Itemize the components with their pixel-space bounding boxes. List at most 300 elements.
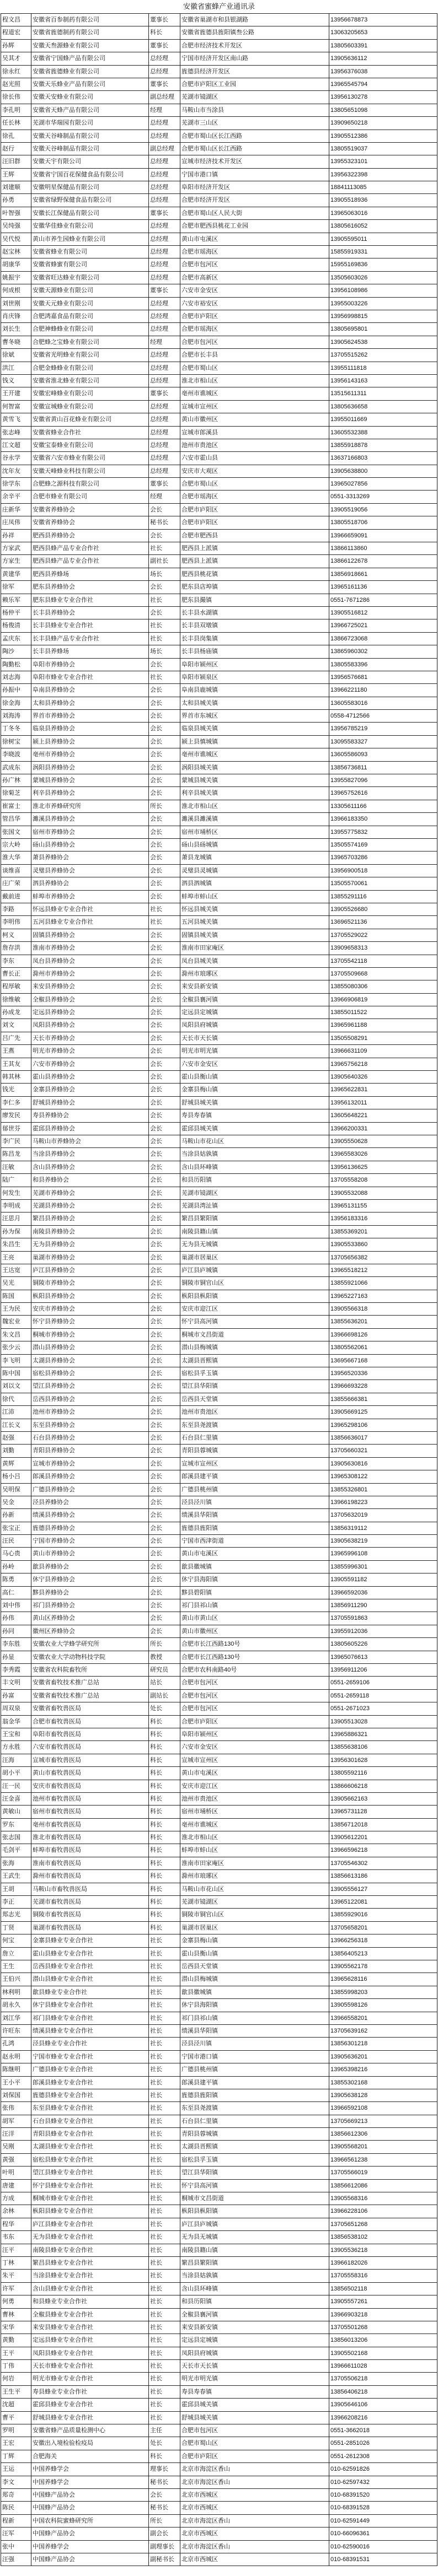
- contact-phone: 13956911206: [329, 1664, 437, 1677]
- contact-address: 合肥市长江西路130号: [180, 1638, 329, 1651]
- contact-company: 安徽省旌德蜂业有限公司: [31, 66, 149, 78]
- table-row: [1, 52, 437, 65]
- contact-company: 亳州市畜牧兽医局: [31, 1819, 149, 1831]
- contact-position: 会长: [149, 852, 180, 864]
- contact-name: 沈超: [1, 2399, 31, 2411]
- contact-name: 郑奇: [1, 2489, 31, 2502]
- table-row: [1, 581, 437, 594]
- contact-name: 汪洋: [1, 2128, 31, 2141]
- contact-phone: 13855302168: [329, 2077, 437, 2089]
- table-row: [1, 2386, 437, 2399]
- contact-name: 吴光: [1, 1277, 31, 1290]
- contact-phone: 13955111818: [329, 362, 437, 375]
- contact-address: 亳州市谯城区: [180, 748, 329, 761]
- contact-address: 潜山县梅城镇: [180, 1341, 329, 1354]
- contact-position: 会长: [149, 1264, 180, 1277]
- contact-address: 黄山市徽州区: [180, 413, 329, 426]
- table-row: [1, 1316, 437, 1328]
- contact-phone: 13965398216: [329, 2063, 437, 2076]
- contact-address: 宁国市港口镇: [180, 2051, 329, 2063]
- contact-address: 涡阳县城关镇: [180, 762, 329, 774]
- table-row: [1, 169, 437, 181]
- contact-company: 泗县养蜂协会: [31, 877, 149, 890]
- contact-company: 凤阳县养蜂协会: [31, 1019, 149, 1032]
- contact-company: 安徽省光明蜂业有限公司: [31, 349, 149, 362]
- contact-phone: 13905550628: [329, 1135, 437, 1148]
- table-row: [1, 1032, 437, 1045]
- contact-name: 李文: [1, 2476, 31, 2489]
- table-row: [1, 1844, 437, 1857]
- contact-name: 刘世刚: [1, 298, 31, 310]
- contact-company: 安徽省宁国蜂产品有限公司: [31, 52, 149, 65]
- table-row: [1, 1741, 437, 1754]
- table-row: [1, 684, 437, 697]
- contact-position: 总经理: [149, 375, 180, 387]
- contact-company: 泾县蜂业专业合作社: [31, 2038, 149, 2050]
- contact-address: 金寨县梅山镇: [180, 1084, 329, 1096]
- contact-name: 何发生: [1, 1187, 31, 1200]
- contact-address: 怀宁县高河镇: [180, 2180, 329, 2192]
- contact-phone: 13965583026: [329, 1148, 437, 1161]
- contact-phone: 13956785219: [329, 723, 437, 735]
- table-row: [1, 2205, 437, 2218]
- table-row: [1, 2257, 437, 2270]
- contact-company: 中国蜂产品协会: [31, 2553, 149, 2566]
- contact-name: 王生: [1, 1960, 31, 1973]
- contact-company: 肥西县养蜂协会: [31, 530, 149, 542]
- contact-name: 张志国: [1, 1831, 31, 1844]
- table-row: [1, 2102, 437, 2115]
- contact-phone: 13855929016: [329, 1909, 437, 1921]
- contact-address: 宿州市埇桥区: [180, 826, 329, 839]
- contact-address: 郎溪县建平镇: [180, 2077, 329, 2089]
- contact-position: 社长: [149, 2270, 180, 2282]
- table-row: [1, 2115, 437, 2128]
- contact-company: 颍上县养蜂协会: [31, 736, 149, 748]
- contact-phone: 13855996301: [329, 1561, 437, 1573]
- contact-position: 社长: [149, 2218, 180, 2231]
- contact-address: 合肥市高新区: [180, 272, 329, 284]
- contact-phone: 13905624538: [329, 336, 437, 349]
- table-row: [1, 2463, 437, 2476]
- contact-address: 马鞍山市花山区: [180, 1883, 329, 1896]
- table-row: [1, 1922, 437, 1934]
- contact-address: 凤阳县府城镇: [180, 2347, 329, 2360]
- contact-company: 徽州区养蜂协会: [31, 1625, 149, 1638]
- table-row: [1, 2347, 437, 2360]
- contact-address: 芜湖县湾沚镇: [180, 1200, 329, 1212]
- contact-company: 安徽省旺达蜂业有限公司: [31, 272, 149, 284]
- table-row: [1, 2128, 437, 2141]
- contact-position: 总经理: [149, 310, 180, 323]
- table-row: [1, 516, 437, 529]
- contact-company: 和县蜂业专业合作社: [31, 2295, 149, 2308]
- contact-company: 绩溪县蜂业专业合作社: [31, 2025, 149, 2038]
- contact-name: 李路: [1, 903, 31, 916]
- contact-company: 太湖县蜂业专业合作社: [31, 2141, 149, 2153]
- contact-phone: 13955323101: [329, 155, 437, 168]
- contact-address: 合肥市蜀山区: [180, 362, 329, 375]
- contact-name: 孙祥: [1, 530, 31, 542]
- contact-phone: 13955775832: [329, 826, 437, 839]
- contact-company: 繁昌县蜂业专业合作社: [31, 2257, 149, 2270]
- contact-company: 安徽明星保健品有限公司: [31, 181, 149, 194]
- contact-position: 社长: [149, 619, 180, 632]
- contact-phone: 13856911290: [329, 1599, 437, 1612]
- contact-address: 合肥市肥西县: [180, 530, 329, 542]
- contact-position: 会长: [149, 1290, 180, 1303]
- contact-address: 安徽省巢湖市和县银湖路: [180, 14, 329, 26]
- contact-address: 望江县华阳镇: [180, 2167, 329, 2179]
- contact-address: 舒城县城关镇: [180, 1097, 329, 1109]
- table-row: [1, 2295, 437, 2308]
- contact-name: 宋华: [1, 2321, 31, 2334]
- contact-company: 怀宁县养蜂协会: [31, 1316, 149, 1328]
- contact-name: 江沛: [1, 1406, 31, 1419]
- contact-address: 滁州市琅琊区: [180, 968, 329, 980]
- contact-address: 合肥市肥西县桃花工业园: [180, 220, 329, 233]
- table-row: [1, 2270, 437, 2282]
- contact-position: 社长: [149, 2373, 180, 2385]
- contact-position: 会长: [149, 955, 180, 968]
- contact-position: 教授: [149, 1651, 180, 1664]
- contact-position: 会长: [149, 1341, 180, 1354]
- contact-company: 安徽宣城蜂业有限公司: [31, 401, 149, 413]
- contact-position: 科长: [149, 1716, 180, 1728]
- contact-position: 社长: [149, 2386, 180, 2399]
- contact-company: 来安县养蜂协会: [31, 980, 149, 993]
- contact-position: 会长: [149, 1174, 180, 1187]
- contact-company: 宁国市养蜂协会: [31, 1535, 149, 1548]
- contact-company: 无为县蜂业专业合作社: [31, 2231, 149, 2244]
- contact-company: 合肥鸿嘉食品有限公司: [31, 310, 149, 323]
- contact-company: 淮南市畜牧兽医局: [31, 1857, 149, 1870]
- contact-phone: 13965886321: [329, 1728, 437, 1741]
- contact-phone: 010-66096361: [329, 2528, 437, 2540]
- contact-address: 五河县城关镇: [180, 916, 329, 929]
- contact-company: 宁国市蜂业专业合作社: [31, 2051, 149, 2063]
- contact-address: 广德县桃州镇: [180, 1484, 329, 1496]
- contact-phone: 13905636112: [329, 52, 437, 65]
- table-row: [1, 1986, 437, 1999]
- contact-company: 怀远县蜂业专业合作社: [31, 903, 149, 916]
- contact-address: 寿县寿春镇: [180, 1109, 329, 1122]
- contact-name: 刘中伟: [1, 1599, 31, 1612]
- contact-name: 何成根: [1, 284, 31, 297]
- contact-phone: 13966693228: [329, 1380, 437, 1393]
- contact-address: 怀宁县高河镇: [180, 1316, 329, 1328]
- contact-company: 歙县养蜂协会: [31, 1561, 149, 1573]
- contact-company: 临泉县养蜂协会: [31, 723, 149, 735]
- table-row: [1, 736, 437, 748]
- contact-name: 吴金: [1, 1496, 31, 1509]
- table-row: [1, 2038, 437, 2050]
- contact-name: 张中: [1, 2541, 31, 2553]
- contact-address: 黄山市屯溪区: [180, 233, 329, 246]
- contact-phone: 13956998815: [329, 310, 437, 323]
- table-row: [1, 710, 437, 723]
- contact-company: 安徽长江保健品有限公司: [31, 207, 149, 220]
- table-row: [1, 852, 437, 864]
- contact-company: 凤阳县蜂业专业合作社: [31, 2347, 149, 2360]
- contact-company: 全椒县养蜂协会: [31, 994, 149, 1006]
- contact-position: 科长: [149, 1896, 180, 1909]
- table-row: [1, 143, 437, 155]
- contact-position: 会长: [149, 1484, 180, 1496]
- contact-phone: 13063205653: [329, 26, 437, 39]
- table-row: [1, 1702, 437, 1715]
- table-row: [1, 1123, 437, 1135]
- contact-company: 宿州市畜牧兽医局: [31, 1806, 149, 1818]
- contact-name: 任长林: [1, 117, 31, 130]
- contact-position: 总经理: [149, 452, 180, 465]
- contact-name: 宗大岭: [1, 839, 31, 852]
- contact-position: 总经理: [149, 362, 180, 375]
- contact-name: 张少云: [1, 1341, 31, 1354]
- contact-address: 阜阳市经济开发区: [180, 181, 329, 194]
- contact-phone: 13905557261: [329, 2295, 437, 2308]
- contact-position: 会长: [149, 2489, 180, 2502]
- contact-address: 阜阳市颍州区: [180, 1728, 329, 1741]
- contact-company: 蒙城县养蜂协会: [31, 774, 149, 787]
- contact-address: 石台县仁里镇: [180, 1432, 329, 1445]
- contact-position: 会长: [149, 1226, 180, 1238]
- contact-name: 汪平: [1, 2244, 31, 2257]
- contact-address: 合肥市经济开发区: [180, 194, 329, 207]
- contact-name: 丁伟: [1, 2360, 31, 2373]
- contact-address: 合肥市庐阳区工业园: [180, 78, 329, 91]
- contact-phone: 13605586093: [329, 748, 437, 761]
- contact-company: 合肥蜂之宝蜂业有限公司: [31, 336, 149, 349]
- table-row: [1, 1831, 437, 1844]
- contact-name: 王运: [1, 2463, 31, 2476]
- contact-address: 霍山县衡山镇: [180, 1071, 329, 1084]
- contact-address: 合肥市瑶海区: [180, 246, 329, 258]
- contact-name: 陈中国: [1, 1367, 31, 1380]
- contact-name: 汪旧群: [1, 155, 31, 168]
- contact-address: 池州市贵池区: [180, 1406, 329, 1419]
- contact-name: 陶勤松: [1, 659, 31, 671]
- contact-position: 社长: [149, 2038, 180, 2050]
- contact-name: 汪金喜: [1, 1793, 31, 1806]
- contact-address: 肥西县桃花镇: [180, 568, 329, 581]
- contact-company: 安徽省蜂业有限公司: [31, 246, 149, 258]
- table-row: [1, 1341, 437, 1354]
- contact-phone: 13965131155: [329, 1200, 437, 1212]
- contact-company: 当涂县蜂业专业合作社: [31, 2270, 149, 2282]
- table-row: [1, 903, 437, 916]
- table-row: [1, 2309, 437, 2321]
- contact-address: 繁昌县繁阳镇: [180, 1212, 329, 1225]
- table-row: [1, 568, 437, 581]
- contact-position: 总经理: [149, 465, 180, 478]
- contact-address: 宁国市西津街道: [180, 1535, 329, 1548]
- table-row: [1, 1161, 437, 1174]
- contact-company: 安徽省绿野保健食品有限公司: [31, 194, 149, 207]
- contact-position: 会长: [149, 980, 180, 993]
- contact-company: 黄山市养生园蜂业有限公司: [31, 233, 149, 246]
- contact-phone: 13965703286: [329, 852, 437, 864]
- contact-position: 董事长: [149, 478, 180, 491]
- contact-company: 滁州市畜牧兽医局: [31, 1870, 149, 1883]
- contact-phone: 13966221180: [329, 684, 437, 697]
- contact-name: 黄强: [1, 2154, 31, 2167]
- contact-company: 含山县养蜂协会: [31, 1161, 149, 1174]
- contact-phone: 13905512386: [329, 130, 437, 143]
- contact-phone: 13705542118: [329, 955, 437, 968]
- contact-address: 宣城市宣州区: [180, 1754, 329, 1767]
- contact-position: 会长: [149, 1238, 180, 1251]
- contact-name: 赵光照: [1, 78, 31, 91]
- contact-position: 总经理: [149, 427, 180, 439]
- contact-name: 汪思月: [1, 1212, 31, 1225]
- contact-address: 马鞍山市当涂县: [180, 104, 329, 117]
- contact-name: 方家武: [1, 542, 31, 555]
- contact-phone: 13966182026: [329, 2257, 437, 2270]
- contact-company: 安徽省畜牧兽医局: [31, 1702, 149, 1715]
- contact-address: 泾县泾川镇: [180, 2038, 329, 2050]
- contact-address: 利辛县城关镇: [180, 787, 329, 800]
- contact-name: 程文昌: [1, 14, 31, 26]
- contact-position: 会长: [149, 1097, 180, 1109]
- contact-phone: 13856613186: [329, 1870, 437, 1883]
- contact-name: 刘长生: [1, 323, 31, 336]
- contact-address: 泾县泾川镇: [180, 1496, 329, 1509]
- contact-company: 阜南县养蜂协会: [31, 684, 149, 697]
- contact-address: 北京市海淀区香山: [180, 2476, 329, 2489]
- contact-position: 会长: [149, 1148, 180, 1161]
- contact-position: 总经理: [149, 66, 180, 78]
- contact-address: 合肥市经济技术开发区: [180, 40, 329, 52]
- contact-company: 巢湖市畜牧兽医局: [31, 1922, 149, 1934]
- contact-name: 李明伟: [1, 916, 31, 929]
- table-row: [1, 258, 437, 271]
- contact-address: 宁国市港口镇: [180, 169, 329, 181]
- table-row: [1, 2412, 437, 2424]
- table-row: [1, 1522, 437, 1535]
- contact-phone: 13956132011: [329, 1097, 437, 1109]
- contact-name: 姚振宇: [1, 272, 31, 284]
- contact-company: 阜阳市畜牧兽医局: [31, 1728, 149, 1741]
- contact-company: 宿松县蜂业专业合作社: [31, 2154, 149, 2167]
- contact-address: 定远县定城镇: [180, 1006, 329, 1019]
- contact-name: 谈维喜: [1, 865, 31, 877]
- contact-name: 管昌华: [1, 813, 31, 826]
- table-row: [1, 1458, 437, 1470]
- contact-name: 庄广荣: [1, 877, 31, 890]
- table-row: [1, 194, 437, 207]
- contact-phone: 13705651268: [329, 2218, 437, 2231]
- contact-company: 望江县养蜂协会: [31, 1380, 149, 1393]
- contact-phone: 13966561238: [329, 2154, 437, 2167]
- contact-position: 社长: [149, 2399, 180, 2411]
- table-row: [1, 1290, 437, 1303]
- contact-company: 合肥市蜂业有限公司: [31, 491, 149, 503]
- contact-company: 合肥市畜牧兽医局: [31, 1716, 149, 1728]
- contact-address: 旌德县旌阳镇: [180, 2089, 329, 2102]
- contact-position: 会长: [149, 1045, 180, 1058]
- contact-address: 肥西县上派镇: [180, 555, 329, 568]
- contact-position: 科长: [149, 1870, 180, 1883]
- contact-address: 天长市天长镇: [180, 2360, 329, 2373]
- contact-name: 曹冬晓: [1, 336, 31, 349]
- contact-position: 社长: [149, 2334, 180, 2347]
- table-row: [1, 839, 437, 852]
- contact-name: 孟庆东: [1, 633, 31, 645]
- contact-name: 胡永久: [1, 1999, 31, 2012]
- contact-phone: 13965063016: [329, 207, 437, 220]
- contact-address: 南陵县籍山镇: [180, 1226, 329, 1238]
- contact-position: 会长: [149, 1123, 180, 1135]
- contact-company: 安徽省天蜂产品有限公司: [31, 104, 149, 117]
- contact-phone: 13909658313: [329, 942, 437, 955]
- contact-name: 郁世芬: [1, 1123, 31, 1135]
- contact-position: 科长: [149, 1909, 180, 1921]
- contact-position: 会长: [149, 1522, 180, 1535]
- contact-position: 董事长: [149, 14, 180, 26]
- contact-phone: 13855666381: [329, 1393, 437, 1406]
- contact-phone: 13905630816: [329, 1458, 437, 1470]
- contact-company: 巢湖市养蜂协会: [31, 1252, 149, 1264]
- contact-position: 总经理: [149, 258, 180, 271]
- contact-address: 青阳县蓉城镇: [180, 2128, 329, 2141]
- contact-phone: 13905669125: [329, 1406, 437, 1419]
- table-row: [1, 26, 437, 39]
- contact-company: 安徽天峰蜂业科技有限公司: [31, 465, 149, 478]
- contact-name: 徐维敏: [1, 994, 31, 1006]
- contact-address: 祁门县祁山镇: [180, 2012, 329, 2025]
- table-row: [1, 387, 437, 400]
- contact-phone: 13905518936: [329, 194, 437, 207]
- contact-address: 潜山县梅城镇: [180, 1973, 329, 1986]
- contact-address: 霍邱县城关镇: [180, 2399, 329, 2411]
- contact-company: 天长市养蜂协会: [31, 1032, 149, 1045]
- contact-company: 黄山区养蜂协会: [31, 1612, 149, 1625]
- table-row: [1, 181, 437, 194]
- table-row: [1, 1870, 437, 1883]
- contact-name: 黄建华: [1, 568, 31, 581]
- contact-address: 肥东县撮镇: [180, 594, 329, 607]
- contact-position: 总经理: [149, 220, 180, 233]
- contact-position: 社长: [149, 671, 180, 684]
- contact-company: 安徽天谷峰制品有限公司: [31, 130, 149, 143]
- contact-name: 王平: [1, 2347, 31, 2360]
- contact-company: 安徽省养蜂协会: [31, 504, 149, 516]
- contact-company: 安徽农业大学蜂学研究所: [31, 1638, 149, 1651]
- contact-company: 休宁县养蜂协会: [31, 1573, 149, 1586]
- contact-phone: 13856612306: [329, 2128, 437, 2141]
- contact-phone: 13905562178: [329, 1960, 437, 1973]
- contact-position: 理事长: [149, 2463, 180, 2476]
- contact-position: 处长: [149, 2437, 180, 2450]
- table-row: [1, 1651, 437, 1664]
- table-row: [1, 1406, 437, 1419]
- contact-address: 宣城市宣州区: [180, 1458, 329, 1470]
- contact-name: 徐长伟: [1, 91, 31, 104]
- table-row: [1, 2424, 437, 2437]
- contact-position: 会长: [149, 942, 180, 955]
- contact-phone: 13956376038: [329, 66, 437, 78]
- table-row: [1, 2541, 437, 2553]
- contact-name: 孙新: [1, 1509, 31, 1522]
- contact-address: 定远县定城镇: [180, 2334, 329, 2347]
- contact-name: 陈国: [1, 1290, 31, 1303]
- contact-phone: 13605583016: [329, 697, 437, 710]
- table-row: [1, 2373, 437, 2385]
- contact-phone: 13905526680: [329, 903, 437, 916]
- contact-address: 合肥市蜀山区: [180, 2437, 329, 2450]
- contact-phone: 13905502168: [329, 2347, 437, 2360]
